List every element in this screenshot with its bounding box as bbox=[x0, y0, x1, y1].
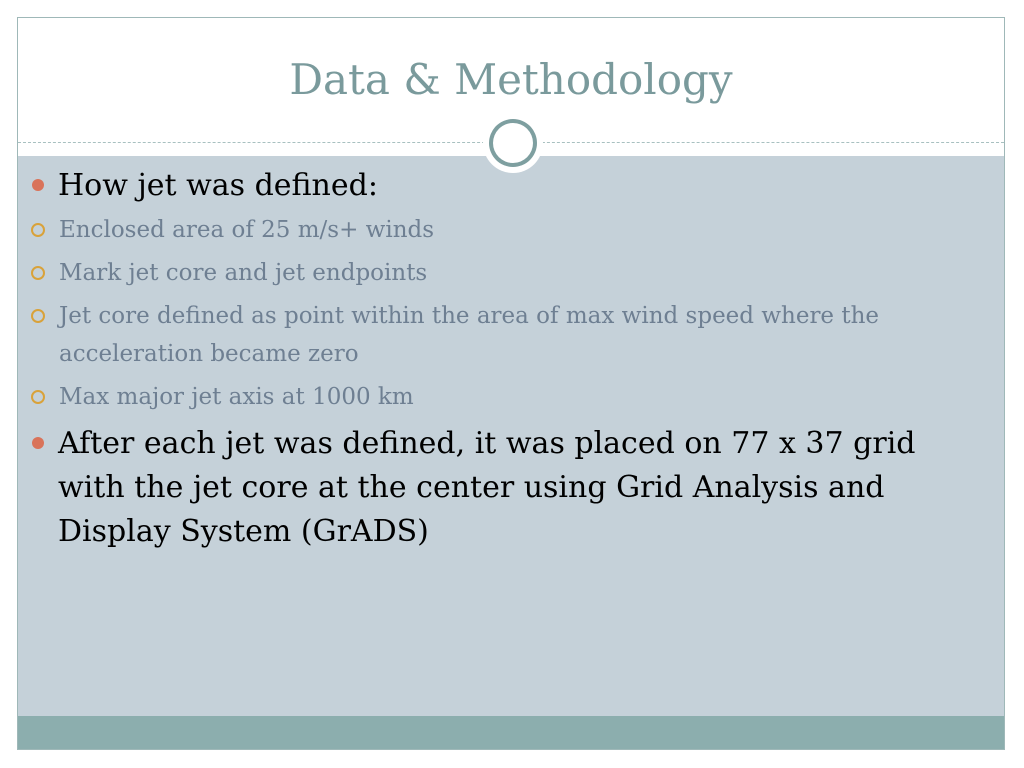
sub-bullet-text: Mark jet core and jet endpoints bbox=[59, 260, 428, 286]
sub-bullet-item bbox=[28, 211, 928, 249]
sub-bullet-list bbox=[28, 211, 928, 416]
sub-bullet-ring-icon bbox=[31, 309, 45, 323]
sub-bullet-item bbox=[28, 297, 928, 373]
bullet-list bbox=[28, 164, 928, 554]
sub-bullet-text: Max major jet axis at 1000 km bbox=[59, 384, 414, 410]
bullet-text: After each jet was defined, it was placed on 77 x 37 grid with the jet core at the center using Grid Analysis and Display System (GrADS) bbox=[58, 426, 916, 549]
footer-bar bbox=[18, 716, 1004, 750]
bullet-item bbox=[28, 164, 928, 208]
sub-bullet-group bbox=[28, 211, 928, 416]
sub-bullet-ring-icon bbox=[31, 266, 45, 280]
bullet-dot-icon bbox=[32, 437, 44, 449]
bullet-item bbox=[28, 422, 928, 554]
sub-bullet-ring-icon bbox=[31, 223, 45, 237]
sub-bullet-text: Jet core defined as point within the area of max wind speed where the acceleration became zero bbox=[59, 303, 880, 367]
sub-bullet-ring-icon bbox=[31, 390, 45, 404]
sub-bullet-text: Enclosed area of 25 m/s+ winds bbox=[59, 217, 435, 243]
bullet-text: How jet was defined: bbox=[58, 168, 378, 203]
slide-title: Data & Methodology bbox=[289, 55, 733, 104]
sub-bullet-item bbox=[28, 254, 928, 292]
sub-bullet-item bbox=[28, 378, 928, 416]
bullet-dot-icon bbox=[32, 179, 44, 191]
